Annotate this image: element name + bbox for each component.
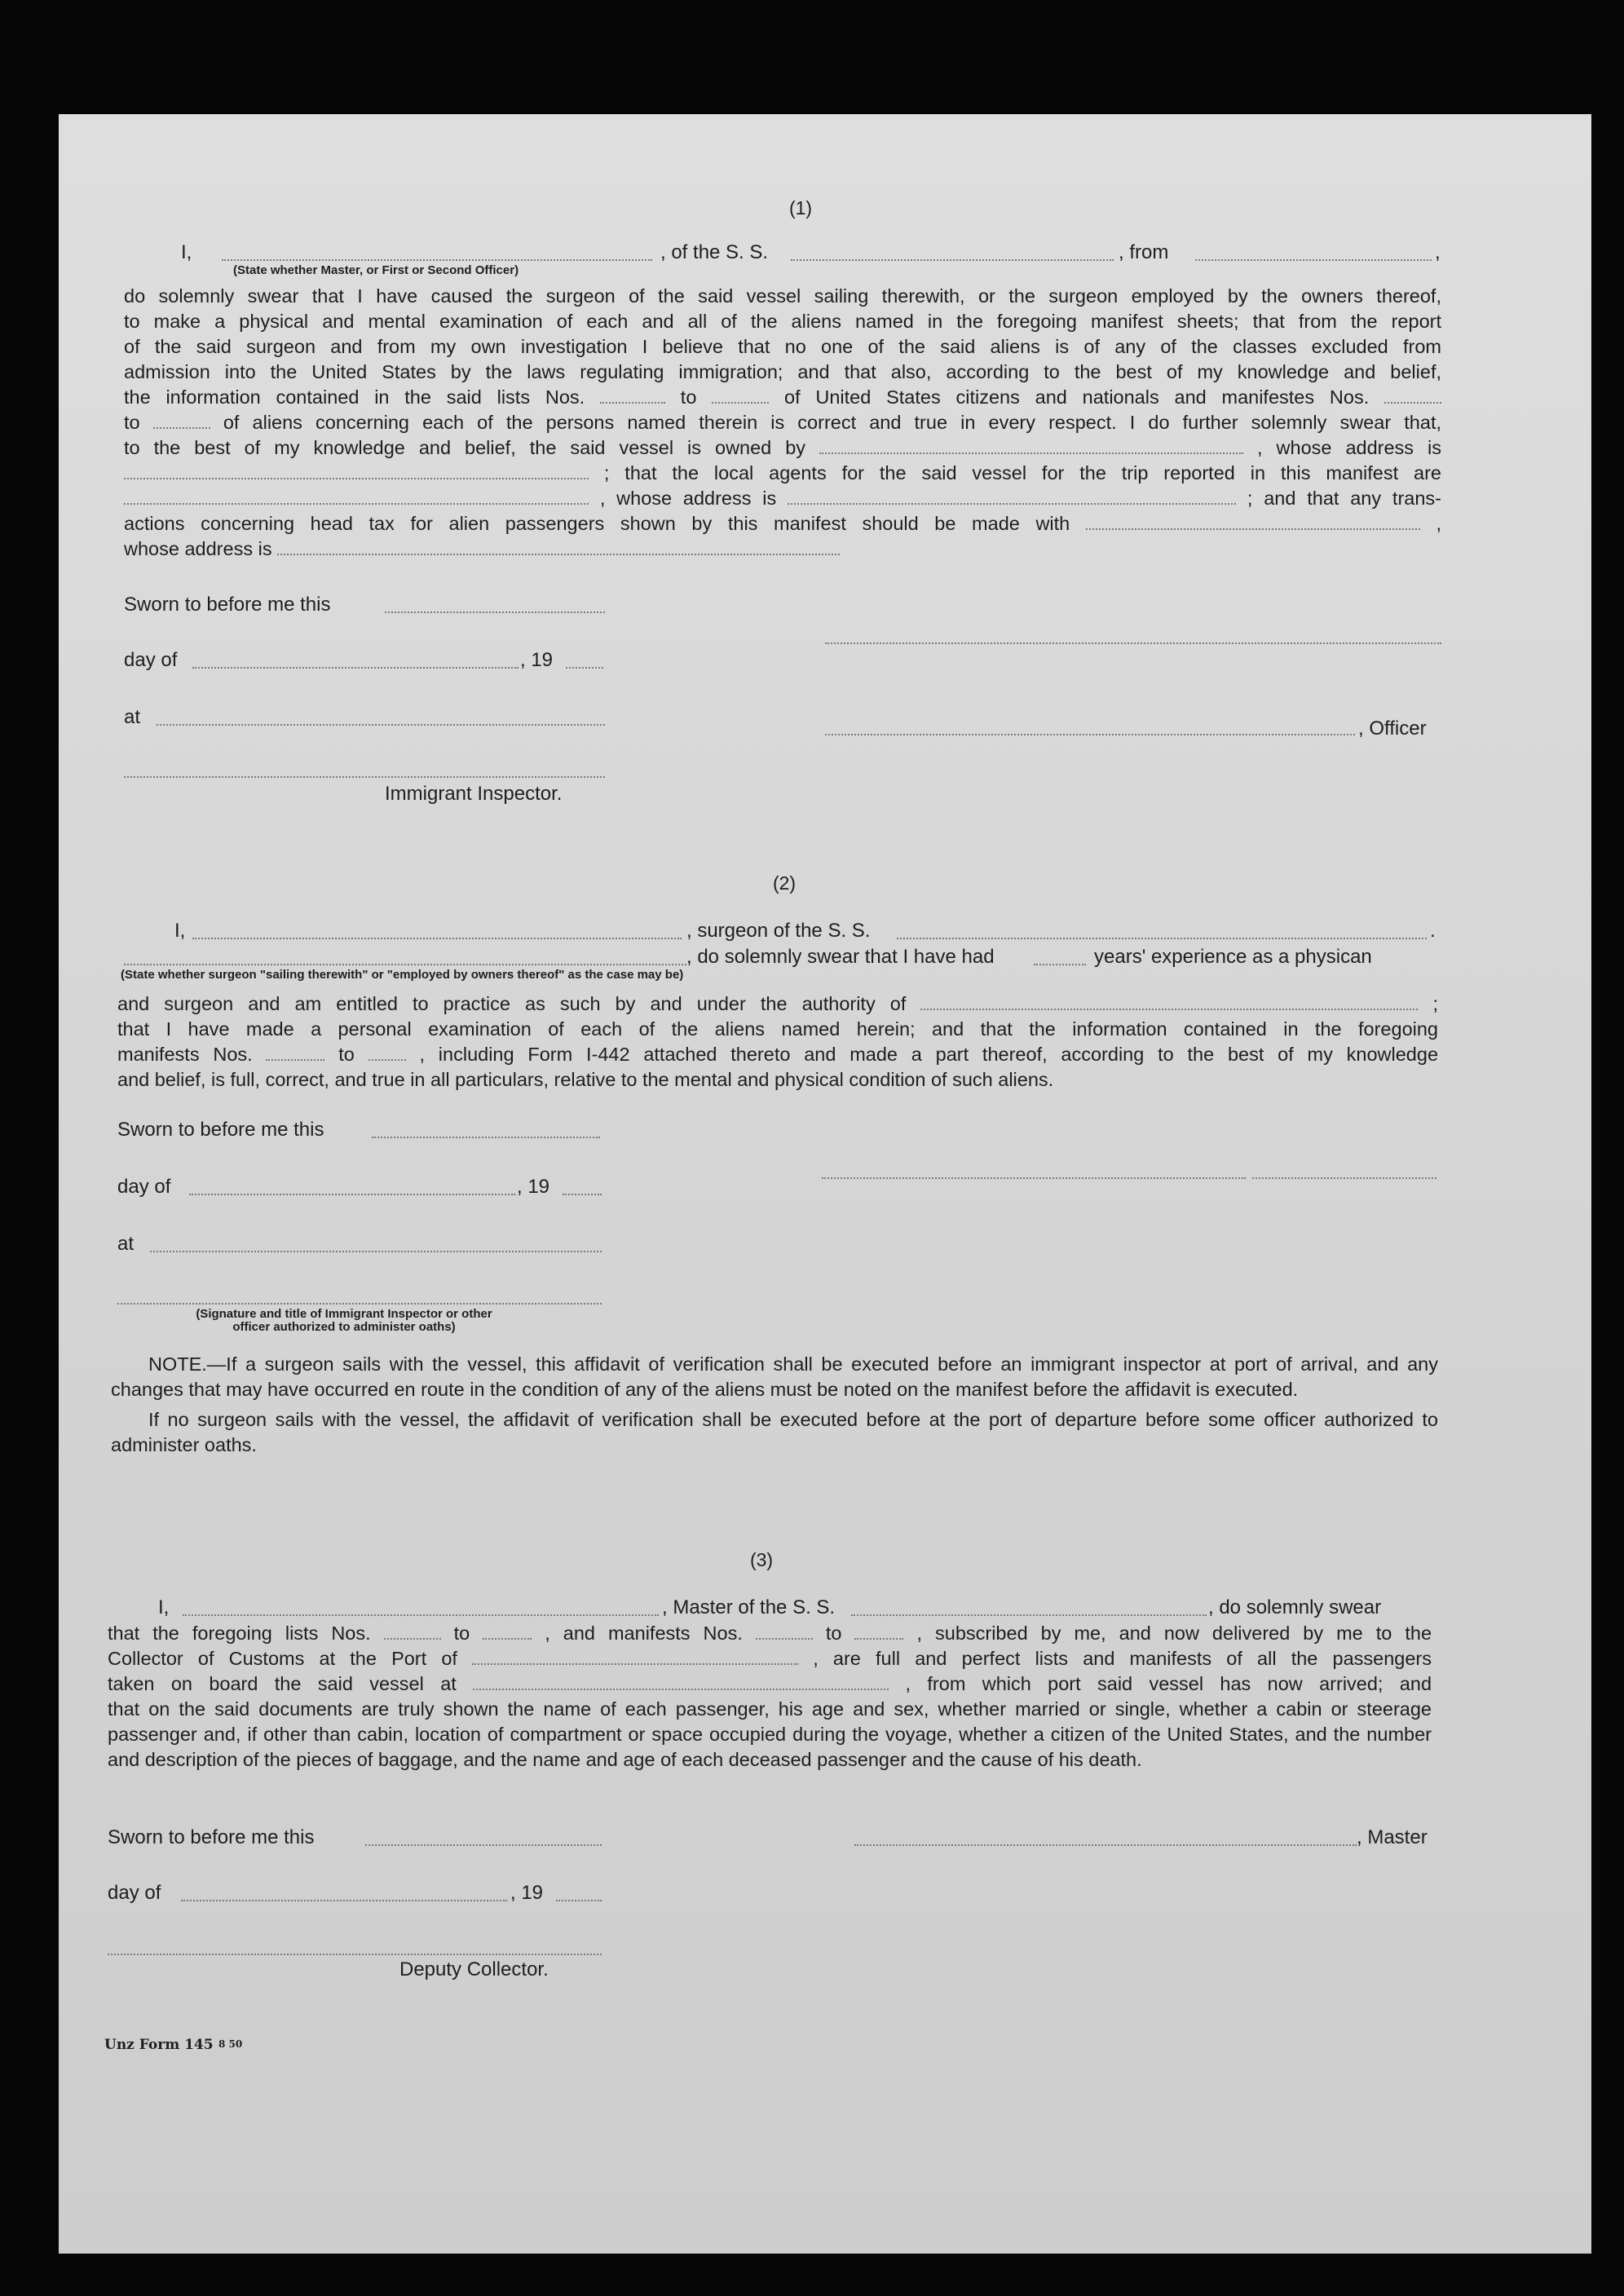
s3-lists-from-field[interactable] [384, 1622, 441, 1640]
s1-head-tax-address-field[interactable] [277, 537, 840, 555]
s1-owner-field[interactable] [819, 436, 1243, 454]
s1-transactions-text: ; and that any trans- [1247, 488, 1442, 509]
manifest-affidavit-page [59, 114, 1591, 2254]
s2-note [111, 1352, 1438, 1458]
s2-authority-field[interactable] [920, 992, 1418, 1010]
s2-vessel-name-field[interactable] [897, 938, 1427, 939]
s1-line-10 [124, 511, 1441, 536]
s2-line-2: that I have made a personal examination of each of the aliens named herein; and that the information contained in the foregoing [117, 1018, 1438, 1040]
s3-i-label: I, [158, 1596, 170, 1618]
s3-manifests-to-field[interactable] [854, 1622, 903, 1640]
s3-sworn-label: Sworn to before me this [108, 1826, 315, 1848]
s2-signature-hint-line-1: (Signature and title of Immigrant Inspector or other [196, 1307, 492, 1321]
s3-manifests-from-field[interactable] [756, 1622, 813, 1640]
s3-collector-label: Deputy Collector. [399, 1958, 549, 1980]
s1-head-tax-address-label: whose address is [124, 538, 272, 559]
s1-head-tax-party-field[interactable] [1086, 512, 1420, 530]
s1-line-2: to make a physical and mental examination of each and all of the aliens named in the foregoing manifest sheets; that from the report [124, 311, 1441, 332]
s3-master-signature-field[interactable] [854, 1844, 1357, 1846]
s1-at-label: at [124, 706, 141, 728]
s1-lists-to-label: to [680, 386, 697, 408]
s3-line-2 [108, 1646, 1432, 1671]
s2-day-of-field[interactable] [189, 1194, 515, 1195]
s1-of-ss-label: , of the S. S. [660, 241, 769, 263]
s2-years-label: years' experience as a physican [1094, 946, 1372, 968]
s1-line-8 [124, 461, 1441, 486]
s1-officer-name-field[interactable] [222, 259, 652, 261]
s1-from-port-field[interactable] [1195, 259, 1432, 261]
s3-day-of-field[interactable] [181, 1900, 507, 1901]
s1-line-11 [124, 536, 1441, 562]
s1-year-label: , 19 [520, 649, 554, 671]
s3-sworn-date-field[interactable] [365, 1844, 602, 1846]
s3-port-field[interactable] [472, 1647, 798, 1665]
s3-taken-at-field[interactable] [473, 1672, 889, 1690]
s3-line-3-text: , from which port said vessel has now arrived; and [905, 1673, 1432, 1694]
s3-line-1 [108, 1621, 1432, 1646]
s1-at-field[interactable] [157, 724, 605, 726]
s1-affidavit-text [124, 284, 1441, 562]
s1-officer-signature-line-1[interactable] [825, 642, 1441, 644]
s2-manifests-label: manifests Nos. [117, 1044, 253, 1065]
s3-year-label: , 19 [510, 1882, 544, 1904]
s3-lists-to-label: to [453, 1623, 470, 1644]
s2-inspector-signature-field[interactable] [117, 1303, 602, 1305]
s1-agents-address-field[interactable] [788, 487, 1236, 505]
s2-period: . [1430, 920, 1436, 942]
s1-manifests-from-field[interactable] [1384, 386, 1441, 404]
s1-owner-address-field[interactable] [124, 461, 589, 479]
s1-officer-signature-field[interactable] [825, 734, 1355, 735]
s2-note-paragraph-2: If no surgeon sails with the vessel, the affidavit of verification shall be executed before at the port of departure before some officer authorized to administer oaths. [111, 1409, 1438, 1455]
s3-lists-to-field[interactable] [483, 1622, 532, 1640]
s3-collector-signature-field[interactable] [108, 1954, 602, 1955]
s2-day-of-label: day of [117, 1176, 171, 1198]
form-number: Unz Form 145 [104, 2037, 214, 2053]
s2-sworn-date-field[interactable] [372, 1137, 600, 1138]
s2-note-paragraph-1: NOTE.—If a surgeon sails with the vessel, this affidavit of verification shall be executed before an immigrant inspector at port of arrival, and any changes that may have occurred en route in the condition of any of the aliens must be noted on the manifest before the affidavit is executed. [111, 1353, 1438, 1400]
section-2-number: (2) [772, 872, 797, 894]
s3-body-text: that on the said documents are truly shown the name of each passenger, his age and sex, whether married or single, whether a cabin or steerage passenger and, if other than cabin, location of compartment or space occupied during the voyage, whether a citizen of the United States, and the number and description of the pieces of baggage, and the name and age of each deceased passenger and the cause of his death. [108, 1698, 1432, 1770]
s1-line-4: admission into the United States by the laws regulating immigration; and that also, according to the best of my knowledge and belief, [124, 361, 1441, 382]
s3-swear-label: , do solemnly swear [1208, 1596, 1382, 1618]
s2-swear-label: , do solemnly swear that I have had [686, 946, 995, 968]
s1-head-tax-text: actions concerning head tax for alien passengers shown by this manifest should be made with [124, 513, 1070, 534]
s2-manifests-to-label: to [338, 1044, 355, 1065]
s1-agents-text: ; that the local agents for the said vessel for the trip reported in this manifest are [603, 462, 1442, 483]
s3-day-of-label: day of [108, 1882, 161, 1904]
s1-lists-from-field[interactable] [600, 386, 665, 404]
s1-manifests-label: of United States citizens and nationals and manifestes Nos. [784, 386, 1370, 408]
s1-from-label: , from [1119, 241, 1169, 263]
s1-inspector-label: Immigrant Inspector. [385, 783, 563, 805]
s2-years-field[interactable] [1034, 964, 1086, 965]
s2-signature-hint [157, 1308, 532, 1334]
s2-surgeon-of-label: , surgeon of the S. S. [686, 920, 871, 942]
s3-vessel-name-field[interactable] [851, 1614, 1207, 1616]
s1-line-10-comma: , [1436, 513, 1441, 534]
s2-line-3 [117, 1042, 1438, 1067]
s1-officer-rank-hint: (State whether Master, or First or Second Officer) [233, 263, 519, 277]
s1-agents-address-label: , whose address is [599, 488, 777, 509]
s2-i-label: I, [174, 920, 186, 942]
s3-manifests-to-label: to [825, 1623, 842, 1644]
s1-line-6 [124, 410, 1441, 435]
s3-line-3 [108, 1671, 1432, 1697]
section-1-number: (1) [788, 197, 813, 219]
s1-inspector-signature-field[interactable] [124, 776, 605, 778]
s1-line-9 [124, 486, 1441, 511]
s2-signature-hint-line-2: officer authorized to administer oaths) [232, 1320, 456, 1334]
s2-surgeon-status-hint: (State whether surgeon "sailing therewith" or "employed by owners thereof" as the case may be) [121, 968, 684, 982]
s2-line-4: and belief, is full, correct, and true in all particulars, relative to the mental and physical condition of such aliens. [117, 1069, 1054, 1090]
s1-officer-label: , Officer [1358, 718, 1427, 740]
s1-manifests-to-label: to [124, 412, 140, 433]
s1-lists-to-field[interactable] [712, 386, 769, 404]
s3-affidavit-text [108, 1621, 1432, 1773]
s3-port-label: Collector of Customs at the Port of [108, 1648, 457, 1669]
s3-taken-on-board-label: taken on board the said vessel at [108, 1673, 457, 1694]
s1-owner-address-label: , whose address is [1257, 437, 1442, 458]
s1-comma: , [1435, 241, 1441, 263]
s2-surgeon-name-field[interactable] [192, 938, 682, 939]
s2-year-field[interactable] [563, 1194, 602, 1195]
s3-year-field[interactable] [556, 1900, 602, 1901]
s2-at-field[interactable] [150, 1251, 602, 1252]
s3-master-name-field[interactable] [183, 1614, 659, 1616]
s2-line-1 [117, 991, 1438, 1017]
section-3-number: (3) [749, 1549, 774, 1570]
s3-master-label: , Master [1357, 1826, 1428, 1848]
s3-lists-label: that the foregoing lists Nos. [108, 1623, 371, 1644]
s1-line-7 [124, 435, 1441, 461]
s1-sworn-date-field[interactable] [385, 612, 605, 613]
s2-surgeon-status-field[interactable] [124, 964, 686, 965]
s1-i-label: I, [181, 241, 192, 263]
s1-line-1: do solemnly swear that I have caused the surgeon of the said vessel sailing therewith, or the surgeon employed by the owners thereof, [124, 285, 1441, 307]
s1-agents-field[interactable] [124, 487, 589, 505]
s3-master-of-label: , Master of the S. S. [662, 1596, 836, 1618]
s2-line-1-semicolon: ; [1432, 993, 1439, 1014]
s1-year-field[interactable] [566, 667, 603, 669]
s2-at-label: at [117, 1233, 135, 1255]
s1-vessel-name-field[interactable] [791, 259, 1114, 261]
s2-year-label: , 19 [517, 1176, 550, 1198]
s1-manifests-to-field[interactable] [153, 411, 210, 429]
s2-authority-label: and surgeon and am entitled to practice as such by and under the authority of [117, 993, 907, 1014]
form-print-code: 8 50 [218, 2038, 243, 2050]
s2-line-3-text: , including Form I-442 attached thereto and made a part thereof, according to the best of my knowledge [419, 1044, 1439, 1065]
s1-line-6-text: of aliens concerning each of the persons named therein is correct and true in every respect. I do further solemnly swear that, [223, 412, 1442, 433]
s2-manifests-to-field[interactable] [368, 1043, 406, 1061]
s1-day-of-field[interactable] [192, 667, 519, 669]
s2-affidavit-text [117, 991, 1438, 1093]
s2-surgeon-signature-field[interactable] [822, 1177, 1246, 1179]
s1-sworn-label: Sworn to before me this [124, 594, 331, 616]
s1-owner-label: to the best of my knowledge and belief, the said vessel is owned by [124, 437, 806, 458]
s1-line-5 [124, 385, 1441, 410]
s1-lists-label: the information contained in the said lists Nos. [124, 386, 585, 408]
s1-day-of-label: day of [124, 649, 178, 671]
s1-line-3: of the said surgeon and from my own investigation I believe that no one of the said aliens is of any of the classes excluded from [124, 336, 1441, 357]
s2-manifests-from-field[interactable] [266, 1043, 324, 1061]
s3-manifests-label: , and manifests Nos. [545, 1623, 743, 1644]
s2-sworn-label: Sworn to before me this [117, 1119, 324, 1141]
s3-line-2-text: , are full and perfect lists and manifests of all the passengers [813, 1648, 1432, 1669]
s2-surgeon-title-field[interactable] [1252, 1177, 1436, 1179]
s3-line-1-text: , subscribed by me, and now delivered by me to the [916, 1623, 1432, 1644]
